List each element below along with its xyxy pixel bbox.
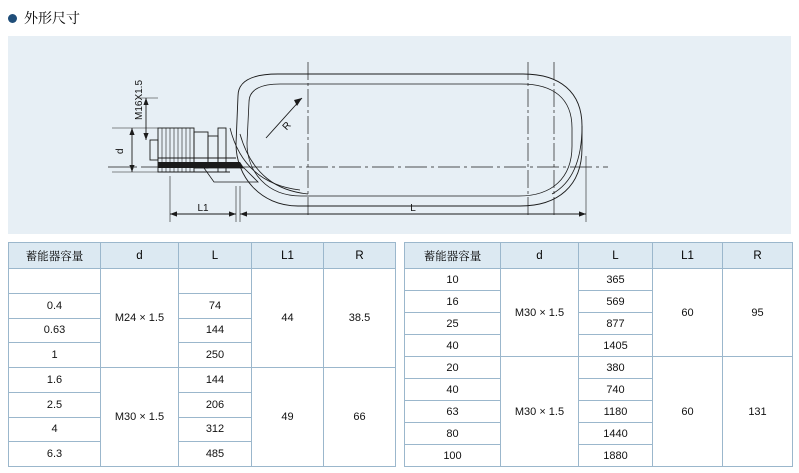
cell-capacity: 4 xyxy=(9,417,101,442)
cell-l: 144 xyxy=(179,318,252,343)
table-row xyxy=(9,269,396,294)
cell-l: 250 xyxy=(179,343,252,368)
cell-d-group-2: M30 × 1.5 xyxy=(501,357,579,467)
cell-l xyxy=(179,269,252,294)
cell-capacity: 0.63 xyxy=(9,318,101,343)
cell-l1-group-2: 60 xyxy=(653,357,723,467)
cell-capacity: 10 xyxy=(405,269,501,291)
cell-capacity: 25 xyxy=(405,313,501,335)
dimension-tables xyxy=(8,242,791,467)
cell-capacity: 40 xyxy=(405,379,501,401)
cell-l: 144 xyxy=(179,368,252,393)
cell-capacity: 2.5 xyxy=(9,392,101,417)
col-capacity: 蓄能器容量 xyxy=(405,243,501,269)
col-l1: L1 xyxy=(252,243,324,269)
cell-capacity: 6.3 xyxy=(9,442,101,467)
dimension-table-left xyxy=(8,242,396,467)
cell-r-group-1: 95 xyxy=(723,269,793,357)
cell-capacity: 1 xyxy=(9,343,101,368)
cell-l: 877 xyxy=(579,313,653,335)
cell-r-group-2: 131 xyxy=(723,357,793,467)
cell-l: 740 xyxy=(579,379,653,401)
drawing-label-l: L xyxy=(410,203,416,214)
table-row xyxy=(405,357,793,379)
col-l1: L1 xyxy=(653,243,723,269)
table-row xyxy=(405,269,793,291)
col-d: d xyxy=(501,243,579,269)
bullet-icon xyxy=(8,14,17,23)
cell-capacity: 0.4 xyxy=(9,293,101,318)
drawing-label-r: R xyxy=(280,119,294,133)
cell-capacity: 80 xyxy=(405,423,501,445)
cell-d-group-1: M24 × 1.5 xyxy=(101,269,179,368)
col-l: L xyxy=(579,243,653,269)
cell-l: 1405 xyxy=(579,335,653,357)
cell-l1-group-1: 44 xyxy=(252,269,324,368)
cell-capacity: 20 xyxy=(405,357,501,379)
cell-capacity: 100 xyxy=(405,445,501,467)
drawing-label-l1: L1 xyxy=(197,203,209,214)
table-header-row xyxy=(9,243,396,269)
cell-l1-group-1: 60 xyxy=(653,269,723,357)
col-l: L xyxy=(179,243,252,269)
cell-d-group-1: M30 × 1.5 xyxy=(501,269,579,357)
cell-l: 485 xyxy=(179,442,252,467)
drawing-label-thread: M16X1.5 xyxy=(134,79,145,120)
cell-l: 1440 xyxy=(579,423,653,445)
cell-l: 74 xyxy=(179,293,252,318)
cell-capacity xyxy=(9,269,101,294)
cell-l: 569 xyxy=(579,291,653,313)
col-d: d xyxy=(101,243,179,269)
page-title xyxy=(8,8,80,28)
cell-l: 312 xyxy=(179,417,252,442)
cell-l: 1880 xyxy=(579,445,653,467)
cell-capacity: 1.6 xyxy=(9,368,101,393)
cell-l: 206 xyxy=(179,392,252,417)
cell-l: 380 xyxy=(579,357,653,379)
cell-capacity: 16 xyxy=(405,291,501,313)
cell-capacity: 63 xyxy=(405,401,501,423)
col-r: R xyxy=(723,243,793,269)
col-r: R xyxy=(324,243,396,269)
cell-l: 1180 xyxy=(579,401,653,423)
cell-l1-group-2: 49 xyxy=(252,368,324,467)
cell-r-group-1: 38.5 xyxy=(324,269,396,368)
page-title-label: 外形尺寸 xyxy=(24,11,80,27)
cell-capacity: 40 xyxy=(405,335,501,357)
table-header-row xyxy=(405,243,793,269)
table-row xyxy=(9,368,396,393)
cell-r-group-2: 66 xyxy=(324,368,396,467)
cell-d-group-2: M30 × 1.5 xyxy=(101,368,179,467)
dimension-table-right xyxy=(404,242,793,467)
cell-l: 365 xyxy=(579,269,653,291)
drawing-label-d: d xyxy=(115,148,126,154)
col-capacity: 蓄能器容量 xyxy=(9,243,101,269)
dimension-drawing xyxy=(8,36,791,234)
